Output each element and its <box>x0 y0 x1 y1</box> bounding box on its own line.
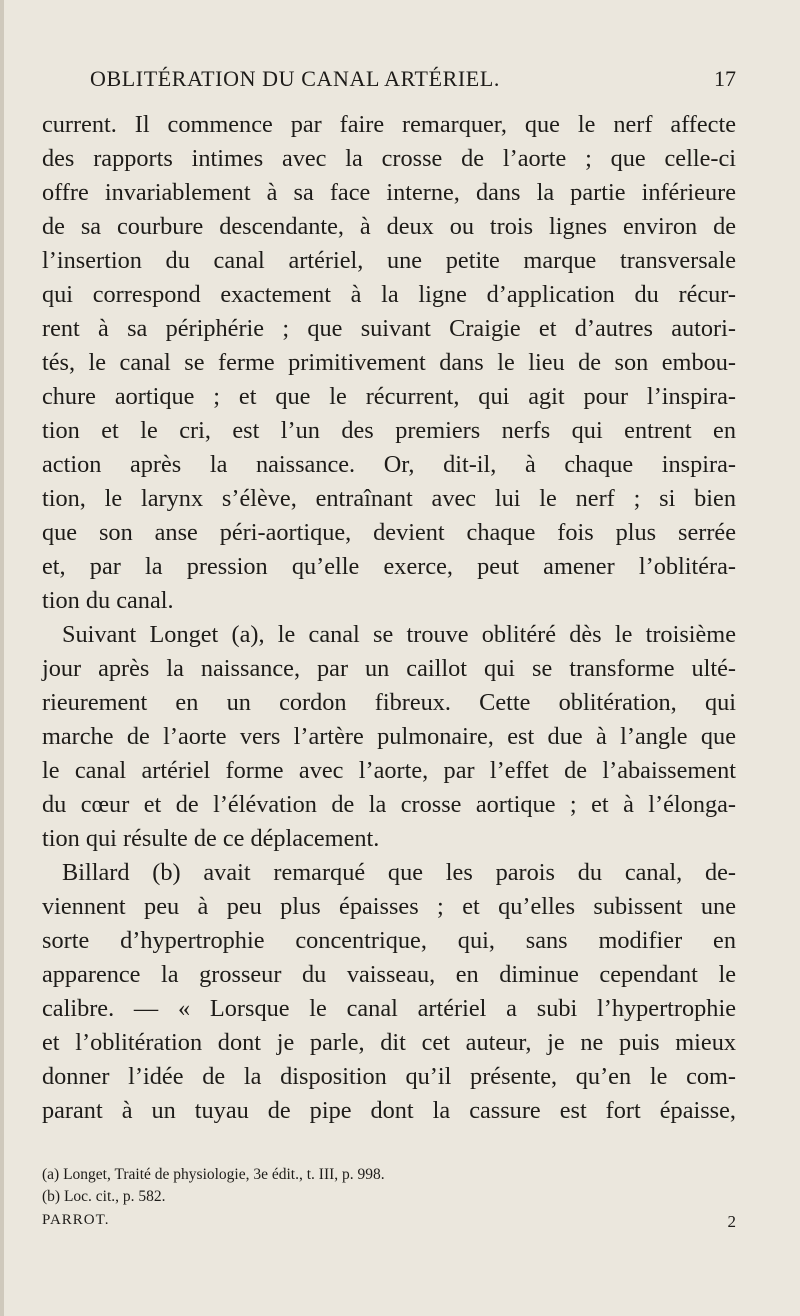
text-line: apparence la grosseur du vaisseau, en diminue cependant le <box>42 961 736 988</box>
text-line: et l’oblitération dont je parle, dit cet auteur, je ne puis mieux <box>42 1029 736 1056</box>
printer-signature <box>42 1212 736 1234</box>
running-title: OBLITÉRATION DU CANAL ARTÉRIEL. <box>90 66 500 91</box>
text-line: le canal artériel forme avec l’aorte, par l’effet de l’abaissement <box>42 757 736 784</box>
text-line: parant à un tuyau de pipe dont la cassure est fort épaisse, <box>42 1097 736 1124</box>
text-line: l’insertion du canal artériel, une petite marque transversale <box>42 247 736 274</box>
text-line: chure aortique ; et que le récurrent, qui agit pour l’inspira- <box>42 383 736 410</box>
text-line: de sa courbure descendante, à deux ou trois lignes environ de <box>42 213 736 240</box>
text-line: que son anse péri-aortique, devient chaque fois plus serrée <box>42 519 736 546</box>
body-text <box>42 108 736 1128</box>
footnote: (b) Loc. cit., p. 582. <box>42 1188 166 1205</box>
page-header <box>42 66 736 96</box>
text-line: rieurement en un cordon fibreux. Cette oblitération, qui <box>42 689 736 716</box>
text-line: Billard (b) avait remarqué que les parois du canal, de- <box>62 859 736 886</box>
text-line: jour après la naissance, par un caillot qui se transforme ulté- <box>42 655 736 682</box>
text-line: tion du canal. <box>42 587 174 614</box>
text-line: viennent peu à peu plus épaisses ; et qu’elles subissent une <box>42 893 736 920</box>
text-line: tion et le cri, est l’un des premiers nerfs qui entrent en <box>42 417 736 444</box>
page-edge-shadow <box>0 0 4 1316</box>
text-line: qui correspond exactement à la ligne d’application du récur- <box>42 281 736 308</box>
text-line: des rapports intimes avec la crosse de l’aorte ; que celle-ci <box>42 145 736 172</box>
text-line: calibre. — « Lorsque le canal artériel a subi l’hypertrophie <box>42 995 736 1022</box>
footnotes <box>42 1164 736 1208</box>
text-line: tés, le canal se ferme primitivement dans le lieu de son embou- <box>42 349 736 376</box>
text-line: et, par la pression qu’elle exerce, peut amener l’oblitéra- <box>42 553 736 580</box>
text-line: tion qui résulte de ce déplacement. <box>42 825 380 852</box>
text-line: donner l’idée de la disposition qu’il présente, qu’en le com- <box>42 1063 736 1090</box>
signature-name: PARROT. <box>42 1212 110 1228</box>
text-line: marche de l’aorte vers l’artère pulmonaire, est due à l’angle que <box>42 723 736 750</box>
footnote: (a) Longet, Traité de physiologie, 3e édit., t. III, p. 998. <box>42 1166 385 1183</box>
page-number: 17 <box>714 66 736 91</box>
signature-mark: 2 <box>727 1212 736 1231</box>
text-line: Suivant Longet (a), le canal se trouve oblitéré dès le troisième <box>62 621 736 648</box>
text-line: action après la naissance. Or, dit-il, à chaque inspira- <box>42 451 736 478</box>
text-line: du cœur et de l’élévation de la crosse aortique ; et à l’élonga- <box>42 791 736 818</box>
text-line: offre invariablement à sa face interne, dans la partie inférieure <box>42 179 736 206</box>
text-line: rent à sa périphérie ; que suivant Craigie et d’autres autori- <box>42 315 736 342</box>
text-line: tion, le larynx s’élève, entraînant avec lui le nerf ; si bien <box>42 485 736 512</box>
text-line: current. Il commence par faire remarquer, que le nerf affecte <box>42 111 736 138</box>
text-line: sorte d’hypertrophie concentrique, qui, sans modifier en <box>42 927 736 954</box>
